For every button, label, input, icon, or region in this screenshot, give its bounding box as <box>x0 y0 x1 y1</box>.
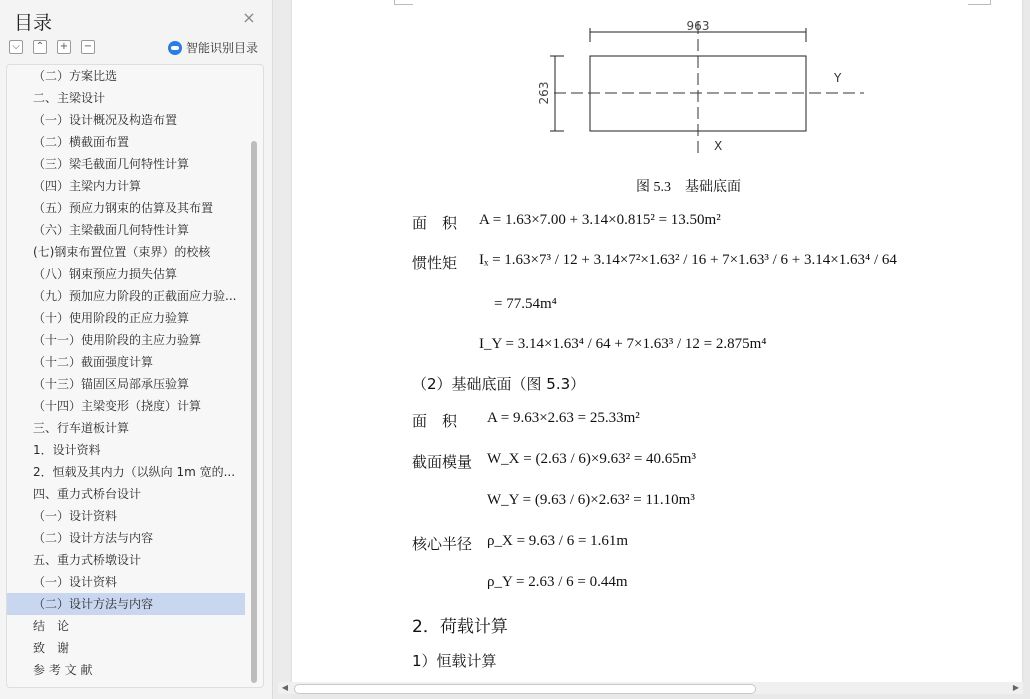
toc-scrollbar[interactable] <box>251 71 257 681</box>
modulus-equation-2: W_Y = (9.63 / 6)×2.63² = 11.10m³ <box>487 492 695 508</box>
toc-item[interactable]: （二）设计方法与内容 <box>33 531 154 545</box>
toc-item[interactable]: （二）横截面布置 <box>33 135 130 149</box>
section2-heading: （2）基础底面（图 5.3） <box>412 375 586 393</box>
toc-panel <box>6 64 264 688</box>
toc-item[interactable]: 致 谢 <box>33 641 70 655</box>
toc-list <box>7 65 245 681</box>
toc-item[interactable]: （十一）使用阶段的主应力验算 <box>33 333 202 347</box>
scroll-right-icon[interactable]: ▶ <box>1012 683 1020 692</box>
toc-item[interactable]: （十）使用阶段的正应力验算 <box>33 311 190 325</box>
toc-item[interactable]: 三、行车道板计算 <box>33 421 130 435</box>
load-calc-heading: 2．荷载计算 <box>412 617 508 637</box>
document-page <box>292 0 1022 682</box>
sidebar-title: 目录 <box>14 12 53 34</box>
ai-cloud-icon <box>168 41 182 55</box>
toc-item[interactable]: （二）方案比选 <box>33 69 118 83</box>
core-radius-equation-2: ρ_Y = 2.63 / 6 = 0.44m <box>487 574 628 590</box>
smart-toc-label: 智能识别目录 <box>186 41 259 55</box>
toc-sidebar <box>0 0 273 699</box>
toc-scrollbar-thumb[interactable] <box>251 141 257 683</box>
toc-item[interactable]: （八）钢束预应力损失估算 <box>33 267 178 281</box>
area2-label: 面 积 <box>412 412 458 430</box>
x-axis-label: X <box>714 139 723 153</box>
toc-item[interactable]: （一）设计资料 <box>33 575 118 589</box>
toc-item[interactable]: （一）设计概况及构造布置 <box>33 113 178 127</box>
horizontal-scrollbar-thumb[interactable] <box>294 684 756 694</box>
inertia-equation-2: = 77.54m⁴ <box>494 296 557 312</box>
scroll-left-icon[interactable]: ◀ <box>281 683 289 692</box>
height-dimension-text: 263 <box>537 81 551 105</box>
inertia-equation-1: Iₓ = 1.63×7³ / 12 + 3.14×7²×1.63² / 16 + 7×1.63³ / 6 + 3.14×1.63⁴ / 64 <box>479 252 897 268</box>
toc-item[interactable]: （十四）主梁变形（挠度）计算 <box>33 399 202 413</box>
toc-item[interactable]: （十二）截面强度计算 <box>33 355 154 369</box>
inertia-row <box>412 252 457 273</box>
core-radius-row <box>412 533 472 554</box>
toc-item[interactable]: 1．设计资料 <box>33 443 101 457</box>
smart-toc-button[interactable] <box>168 39 258 56</box>
toc-item[interactable]: 2．恒载及其内力（以纵向 1m 宽的... <box>33 465 236 479</box>
core-radius-equation-1: ρ_X = 9.63 / 6 = 1.61m <box>487 533 629 549</box>
foundation-base-figure <box>292 0 1022 166</box>
pane-divider[interactable] <box>273 0 292 699</box>
toc-item[interactable]: （五）预应力钢束的估算及其布置 <box>33 201 214 215</box>
toc-item[interactable]: (七)钢束布置位置（束界）的校核 <box>33 245 211 259</box>
toc-item[interactable]: （一）设计资料 <box>33 509 118 523</box>
toc-item[interactable]: 五、重力式桥墩设计 <box>33 553 142 567</box>
dead-load-heading: 1）恒载计算 <box>412 652 497 670</box>
modulus-equation-1: W_X = (2.63 / 6)×9.63² = 40.65m³ <box>487 451 696 467</box>
area1-equation: A = 1.63×7.00 + 3.14×0.815² = 13.50m² <box>479 212 721 228</box>
toc-item[interactable]: 参 考 文 献 <box>33 663 93 677</box>
toc-item[interactable]: 二、主梁设计 <box>33 91 106 105</box>
collapse-all-icon[interactable]: ⌵ <box>9 40 23 54</box>
toc-item[interactable]: （六）主梁截面几何特性计算 <box>33 223 190 237</box>
toc-item[interactable]: （四）主梁内力计算 <box>33 179 142 193</box>
close-icon[interactable]: × <box>242 8 256 27</box>
inertia-equation-3: I_Y = 3.14×1.63⁴ / 64 + 7×1.63³ / 12 = 2.875m⁴ <box>479 336 767 352</box>
width-dimension-text: 963 <box>686 19 710 33</box>
figure-caption: 图 5.3 基础底面 <box>636 180 741 195</box>
toc-item[interactable]: （三）梁毛截面几何特性计算 <box>33 157 190 171</box>
area2-row <box>412 410 457 431</box>
inertia-label: 惯性矩 <box>412 254 458 272</box>
horizontal-scrollbar[interactable] <box>278 682 1023 694</box>
modulus-label: 截面模量 <box>412 453 473 471</box>
core-radius-label: 核心半径 <box>412 535 473 553</box>
area1-label: 面 积 <box>412 214 458 232</box>
add-icon[interactable]: + <box>57 40 71 54</box>
area2-equation: A = 9.63×2.63 = 25.33m² <box>487 410 640 426</box>
toc-item[interactable]: （九）预加应力阶段的正截面应力验... <box>33 289 237 303</box>
toc-item[interactable]: （十三）锚固区局部承压验算 <box>33 377 190 391</box>
toc-item[interactable]: 结 论 <box>33 619 70 633</box>
area1-row <box>412 212 457 233</box>
expand-up-icon[interactable]: ⌃ <box>33 40 47 54</box>
modulus-row <box>412 451 472 472</box>
toc-item[interactable]: （二）设计方法与内容 <box>7 593 245 615</box>
y-axis-label: Y <box>834 71 842 85</box>
remove-icon[interactable]: − <box>81 40 95 54</box>
toc-item[interactable]: 四、重力式桥台设计 <box>33 487 142 501</box>
